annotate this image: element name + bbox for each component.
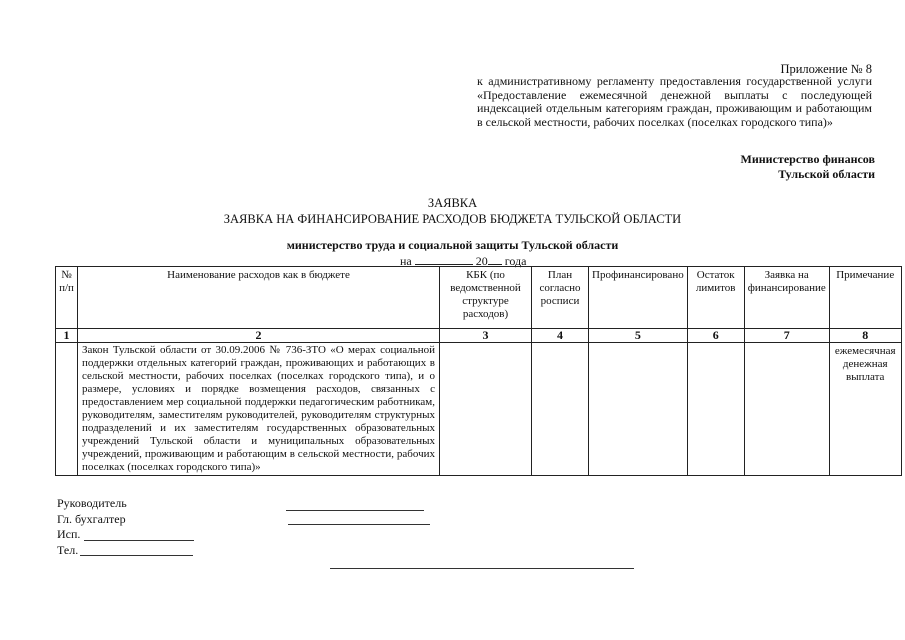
header-request: Заявка на финансирование bbox=[744, 267, 829, 329]
plan-cell bbox=[532, 343, 589, 476]
column-number: 8 bbox=[829, 329, 901, 343]
header-number: № п/п bbox=[56, 267, 78, 329]
date-prefix: на bbox=[400, 254, 412, 268]
column-number: 3 bbox=[440, 329, 532, 343]
executor-line bbox=[84, 540, 194, 541]
header-financed: Профинансировано bbox=[589, 267, 688, 329]
column-number: 4 bbox=[532, 329, 589, 343]
bottom-divider bbox=[330, 568, 634, 569]
date-blank bbox=[415, 252, 473, 265]
document-title bbox=[0, 195, 905, 227]
head-label: Руководитель bbox=[57, 496, 127, 510]
head-signature-line bbox=[286, 510, 424, 511]
recipient-line-2: Тульской области bbox=[778, 167, 875, 181]
title-full: ЗАЯВКА НА ФИНАНСИРОВАНИЕ РАСХОДОВ БЮДЖЕТА ТУЛЬСКОЙ ОБЛАСТИ bbox=[223, 212, 682, 226]
accountant-signature-line bbox=[288, 524, 430, 525]
header-kbk: КБК (по ведомственной структуре расходов) bbox=[440, 267, 532, 329]
column-number: 6 bbox=[687, 329, 744, 343]
header-note: Примечание bbox=[829, 267, 901, 329]
date-year-blank bbox=[488, 252, 502, 265]
header-remaining: Остаток лимитов bbox=[687, 267, 744, 329]
financed-cell bbox=[589, 343, 688, 476]
ministry-name: министерство труда и социальной защиты Тульской области bbox=[286, 238, 619, 252]
header-name: Наименование расходов как в бюджете bbox=[78, 267, 440, 329]
phone-label: Тел. bbox=[57, 543, 79, 557]
appendix-title: Приложение № 8 bbox=[780, 62, 872, 76]
accountant-label: Гл. бухгалтер bbox=[57, 512, 126, 526]
recipient-block bbox=[741, 152, 875, 182]
title-short: ЗАЯВКА bbox=[427, 196, 478, 210]
column-number-row bbox=[56, 329, 902, 343]
expense-name-cell: Закон Тульской области от 30.09.2006 № 736-ЗТО «О мерах социальной поддержки отдельных категорий граждан, проживающих и работающих в сельской местности, рабочих поселках (поселках городского типа), и о размере, условиях и порядке возмещения расходов, связанных с предоставлением мер социальной поддержки педагогическим работникам, руководителям, заместителям руководителей, руководителям структурных подразделений и их заместителям государственных образовательных учреждений Тульской области и муниципальных образовательных учреждений, проживающим и работающим в сельской местности, рабочих поселках (поселках городского типа)» bbox=[78, 343, 440, 476]
row-number-cell bbox=[56, 343, 78, 476]
date-day: 20 bbox=[475, 254, 488, 268]
appendix-text: к административному регламенту предоставления государственной услуги «Предоставление ежемесячной денежной выплаты с последующей индексацией отдельным категориям граждан, проживающим и работающим в сельской местности, рабочих поселках (поселках городского типа)» bbox=[477, 74, 872, 129]
kbk-cell bbox=[440, 343, 532, 476]
remaining-cell bbox=[687, 343, 744, 476]
date-suffix: года bbox=[504, 254, 527, 268]
column-number: 1 bbox=[56, 329, 78, 343]
recipient-line-1: Министерство финансов bbox=[740, 152, 875, 166]
phone-line bbox=[80, 555, 193, 556]
note-cell: ежемесячная денежная выплата bbox=[829, 343, 901, 476]
table-row bbox=[56, 343, 902, 476]
column-number: 5 bbox=[589, 329, 688, 343]
financing-table bbox=[55, 266, 902, 476]
header-plan: План согласно росписи bbox=[532, 267, 589, 329]
header-row bbox=[56, 267, 902, 329]
column-number: 7 bbox=[744, 329, 829, 343]
executor-label: Исп. bbox=[57, 527, 81, 541]
request-cell bbox=[744, 343, 829, 476]
column-number: 2 bbox=[78, 329, 440, 343]
